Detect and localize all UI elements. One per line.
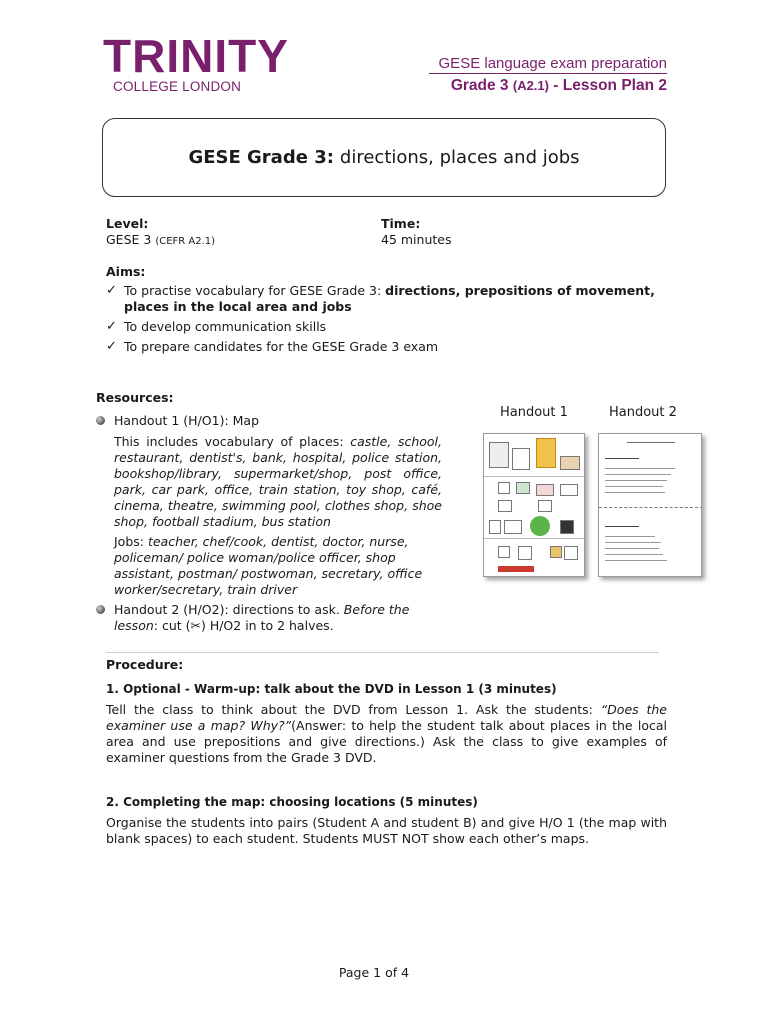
checkmark-icon: ✓	[106, 319, 117, 334]
aim-item: ✓ To practise vocabulary for GESE Grade 3: directions, prepositions of movement, places in the local area and jobs	[106, 283, 655, 314]
time-label: Time:	[381, 216, 421, 231]
aims-label: Aims:	[106, 264, 146, 279]
header-prep-text: GESE language exam preparation	[429, 55, 667, 74]
procedure-section	[106, 657, 667, 847]
title-rest: directions, places and jobs	[339, 146, 580, 168]
handout1-caption: Handout 1	[500, 405, 568, 420]
page-number: Page 1 of 4	[338, 965, 410, 980]
header-lesson-plan: Grade 3 (A2.1) - Lesson Plan 2	[450, 77, 667, 94]
bullet-icon	[96, 605, 105, 614]
procedure-label: Procedure:	[106, 657, 184, 672]
time-block	[381, 216, 451, 248]
logo-subtitle: COLLEGE LONDON	[113, 79, 242, 94]
checkmark-icon: ✓	[106, 283, 117, 298]
handout2-item: Handout 2 (H/O2): directions to ask. Before the lesson: cut (✂) H/O2 in to 2 halves.	[96, 602, 442, 634]
handout1-map-thumbnail	[483, 433, 585, 577]
resources-list	[96, 413, 442, 634]
handout1-item: Handout 1 (H/O1): Map	[96, 413, 442, 429]
aims-section	[106, 264, 666, 359]
checkmark-icon: ✓	[106, 339, 117, 354]
aim-item: ✓ To develop communication skills	[106, 319, 327, 334]
level-label: Level:	[106, 216, 149, 231]
level-block	[106, 216, 215, 250]
section-divider	[106, 652, 659, 653]
aim-item: ✓ To prepare candidates for the GESE Grade 3 exam	[106, 339, 439, 354]
resources-label: Resources:	[96, 390, 174, 405]
time-value: 45 minutes	[381, 232, 452, 247]
step1-title: 1. Optional - Warm-up: talk about the DVD in Lesson 1 (3 minutes)	[106, 682, 557, 696]
level-value: GESE 3 (CEFR A2.1)	[106, 232, 216, 247]
handout2-directions-thumbnail	[598, 433, 702, 577]
step2-title: 2. Completing the map: choosing locations (5 minutes)	[106, 795, 478, 809]
title-bold: GESE Grade 3:	[188, 146, 334, 168]
places-paragraph: This includes vocabulary of places: castle, school, restaurant, dentist's, bank, hospital, police station, bookshop/library, supermarket/shop, post office, park, car park, office, train station, toy shop, café, cinema, theatre, swimming pool, clothes shop, shoe shop, football stadium, bus station	[114, 434, 443, 529]
bullet-icon	[96, 416, 105, 425]
trinity-logo: TRINITY	[103, 30, 289, 82]
step1-text: Tell the class to think about the DVD from Lesson 1. Ask the students: “Does the examiner use a map? Why?”(Answer: to help the student talk about places in the local area and use prepositions and give directions.) Ask the class to give examples of examiner questions from the Grade 3 DVD.	[106, 702, 667, 765]
handout2-caption: Handout 2	[609, 405, 677, 420]
title-box	[102, 118, 666, 197]
step2-text: Organise the students into pairs (Student A and student B) and give H/O 1 (the map with blank spaces) to each student. Students MUST NOT show each other’s maps.	[106, 815, 667, 846]
jobs-paragraph: Jobs: teacher, chef/cook, dentist, doctor, nurse, policeman/ police woman/police officer, shop assistant, postman/ postwoman, secretary, office worker/secretary, train driver	[114, 534, 423, 597]
